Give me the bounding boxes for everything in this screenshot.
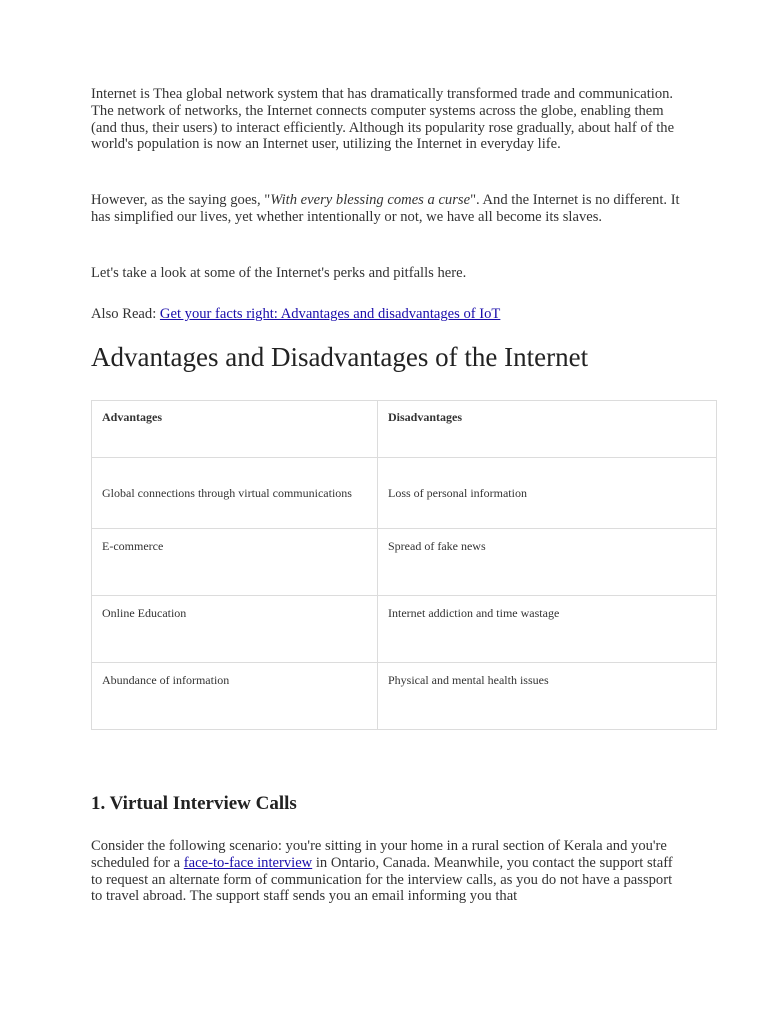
- saying-text-before: However, as the saying goes, ": [91, 192, 271, 208]
- section-paragraph: [91, 838, 681, 905]
- also-read-link[interactable]: Get your facts right: Advantages and disadvantages of IoT: [159, 306, 501, 322]
- table-row: [92, 458, 717, 529]
- table-cell-disadvantage: Physical and mental health issues: [378, 663, 717, 730]
- table-cell-disadvantage: Loss of personal information: [378, 458, 717, 529]
- section-text-after: in Ontario, Canada. Meanwhile, you contact the support staff to request an alternate form of communication for the interview calls, as you do not have a passport to travel abroad. The support staff sends you an email informing you that: [91, 854, 673, 905]
- perks-paragraph: Let's take a look at some of the Internet's perks and pitfalls here.: [91, 265, 467, 281]
- section-text-before: Consider the following scenario: you're sitting in your home in a rural section of Kerala and you're scheduled for a: [91, 838, 667, 871]
- table-row: [92, 596, 717, 663]
- page-title: Advantages and Disadvantages of the Internet: [91, 342, 589, 372]
- table-header-row: [92, 401, 717, 458]
- intro-paragraph: Internet is Thea global network system that has dramatically transformed trade and communication. The network of networks, the Internet connects computer systems across the globe, enabling them (and thus, their users) to interact efficiently. Although its popularity rose gradually, about half of the world's population is now an Internet user, utilizing the Internet in everyday life.: [91, 86, 675, 153]
- section-heading: 1. Virtual Interview Calls: [91, 793, 297, 814]
- table-cell-disadvantage: Internet addiction and time wastage: [378, 596, 717, 663]
- table-row: [92, 663, 717, 730]
- saying-text-after: ". And the Internet is no different. It has simplified our lives, yet whether intentionally or not, we have all become its slaves.: [91, 192, 680, 225]
- table-cell-disadvantage: Spread of fake news: [378, 529, 717, 596]
- table-cell-advantage: Abundance of information: [92, 663, 378, 730]
- interview-link[interactable]: face-to-face interview: [183, 854, 313, 871]
- saying-paragraph: [91, 192, 681, 226]
- saying-quote: With every blessing comes a curse: [270, 192, 471, 208]
- table-header-advantages: Advantages: [92, 401, 378, 458]
- table-cell-advantage: E-commerce: [92, 529, 378, 596]
- also-read: [91, 306, 681, 323]
- also-read-label: Also Read:: [91, 306, 160, 322]
- table-row: [92, 529, 717, 596]
- table-cell-advantage: Global connections through virtual communications: [92, 458, 378, 529]
- advantages-table: [91, 400, 717, 730]
- table-header-disadvantages: Disadvantages: [378, 401, 717, 458]
- table-cell-advantage: Online Education: [92, 596, 378, 663]
